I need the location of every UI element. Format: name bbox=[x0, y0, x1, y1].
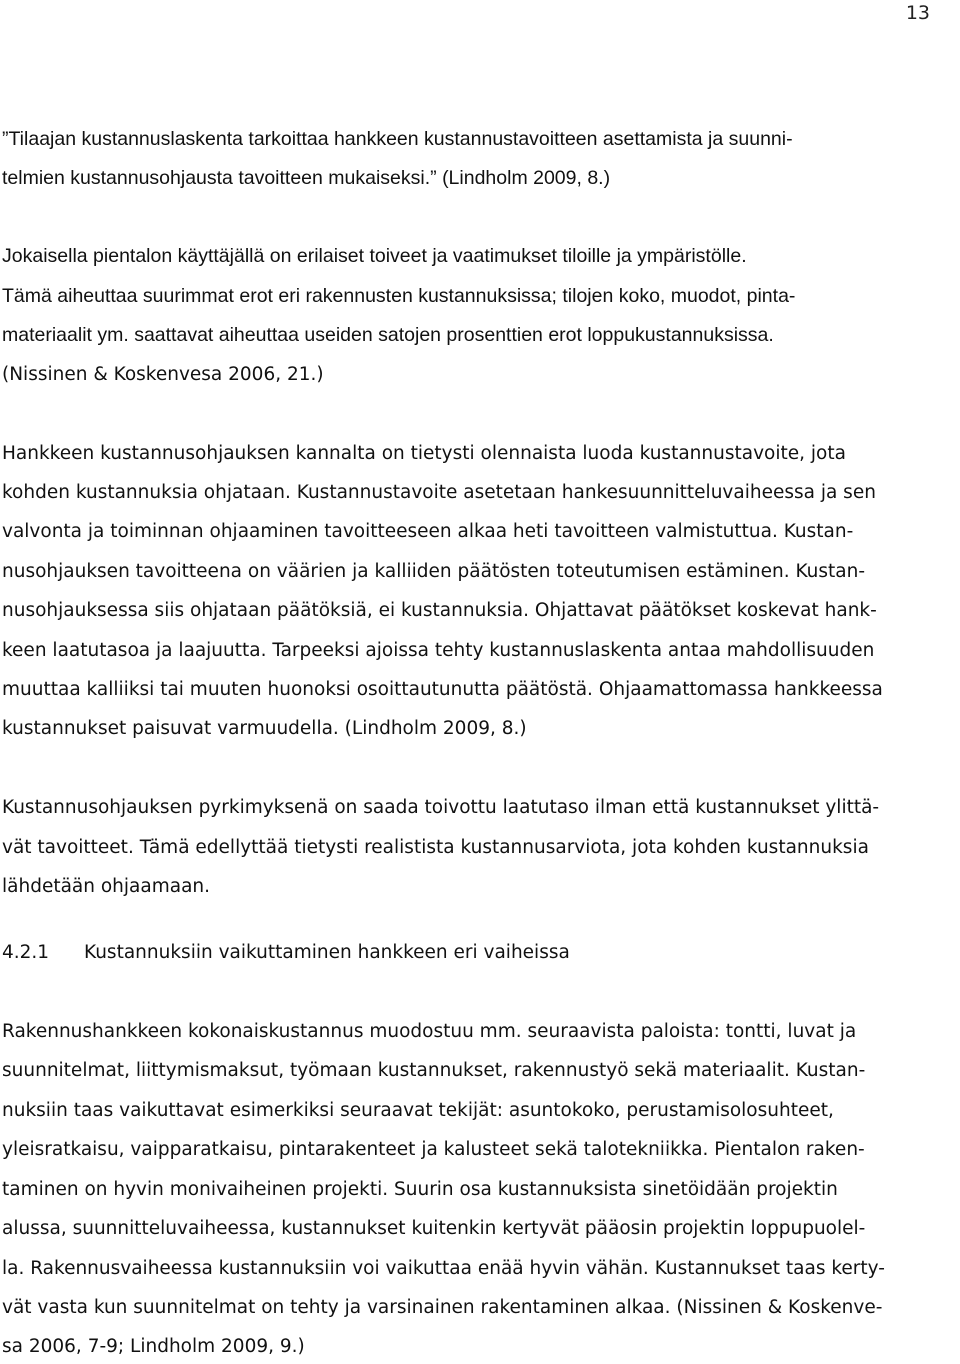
text-line: la. Rakennusvaiheessa kustannuksiin voi vaikuttaa enää hyvin vähän. Kustannukset taas kerty- bbox=[2, 1258, 885, 1279]
text-line: vät vasta kun suunnitelmat on tehty ja varsinainen rakentaminen alkaa. (Nissinen & Koskenve- bbox=[2, 1297, 883, 1318]
text-line: (Nissinen & Koskenvesa 2006, 21.) bbox=[2, 364, 324, 385]
text-line: Rakennushankkeen kokonaiskustannus muodostuu mm. seuraavista paloista: tontti, luvat ja bbox=[2, 1021, 857, 1042]
text-line: kustannukset paisuvat varmuudella. (Lindholm 2009, 8.) bbox=[2, 718, 527, 739]
text-line: vät tavoitteet. Tämä edellyttää tietysti realistista kustannusarviota, jota kohden kustannuksia bbox=[2, 837, 869, 858]
text-line: keen laatutasoa ja laajuutta. Tarpeeksi ajoissa tehty kustannuslaskenta antaa mahdollisuuden bbox=[2, 640, 875, 661]
text-line: Hankkeen kustannusohjauksen kannalta on tietysti olennaista luoda kustannustavoite, jota bbox=[2, 443, 846, 464]
text-line: Jokaisella pientalon käyttäjällä on erilaiset toiveet ja vaatimukset tiloille ja ympäristölle. bbox=[2, 245, 747, 267]
text-line: nusohjauksessa siis ohjataan päätöksiä, ei kustannuksia. Ohjattavat päätökset koskevat hank- bbox=[2, 600, 877, 621]
text-line: lähdetään ohjaamaan. bbox=[2, 876, 211, 897]
text-line: taminen on hyvin monivaiheinen projekti. Suurin osa kustannuksista sinetöidään projektin bbox=[2, 1179, 838, 1200]
text-line: alussa, suunnitteluvaiheessa, kustannukset kuitenkin kertyvät pääosin projektin loppupuolel- bbox=[2, 1218, 866, 1239]
text-line: suunnitelmat, liittymismaksut, työmaan kustannukset, rakennustyö sekä materiaalit. Kustan- bbox=[2, 1060, 866, 1081]
page-number: 13 bbox=[905, 2, 930, 24]
text-line: valvonta ja toiminnan ohjaaminen tavoitteeseen alkaa heti tavoitteen valmistuttua. Kustan- bbox=[2, 521, 854, 542]
text-line: muuttaa kalliiksi tai muuten huonoksi osoittautunutta päätöstä. Ohjaamattomassa hankkeessa bbox=[2, 679, 883, 700]
text-line: ”Tilaajan kustannuslaskenta tarkoittaa hankkeen kustannustavoitteen asettamista ja suunni- bbox=[2, 128, 793, 150]
text-line: kohden kustannuksia ohjataan. Kustannustavoite asetetaan hankesuunnitteluvaiheessa ja sen bbox=[2, 482, 876, 503]
text-line: materiaalit ym. saattavat aiheuttaa useiden satojen prosenttien erot loppukustannuksissa. bbox=[2, 324, 774, 346]
section-title: Kustannuksiin vaikuttaminen hankkeen eri vaiheissa bbox=[84, 942, 570, 963]
text-line: yleisratkaisu, vaipparatkaisu, pintarakenteet ja kalusteet sekä talotekniikka. Pientalon raken- bbox=[2, 1139, 865, 1160]
text-line: sa 2006, 7-9; Lindholm 2009, 9.) bbox=[2, 1336, 305, 1357]
text-line: Kustannusohjauksen pyrkimyksenä on saada toivottu laatutaso ilman että kustannukset ylittä- bbox=[2, 797, 880, 818]
section-heading bbox=[2, 940, 570, 966]
text-line: Tämä aiheuttaa suurimmat erot eri rakennusten kustannuksissa; tilojen koko, muodot, pinta- bbox=[2, 285, 796, 307]
text-line: telmien kustannusohjausta tavoitteen mukaiseksi.” (Lindholm 2009, 8.) bbox=[2, 167, 611, 189]
text-line: nuksiin taas vaikuttavat esimerkiksi seuraavat tekijät: asuntokoko, perustamisolosuhteet, bbox=[2, 1100, 834, 1121]
section-number: 4.2.1 bbox=[2, 942, 50, 963]
text-line: nusohjauksen tavoitteena on väärien ja kalliiden päätösten toteutumisen estäminen. Kustan- bbox=[2, 561, 866, 582]
